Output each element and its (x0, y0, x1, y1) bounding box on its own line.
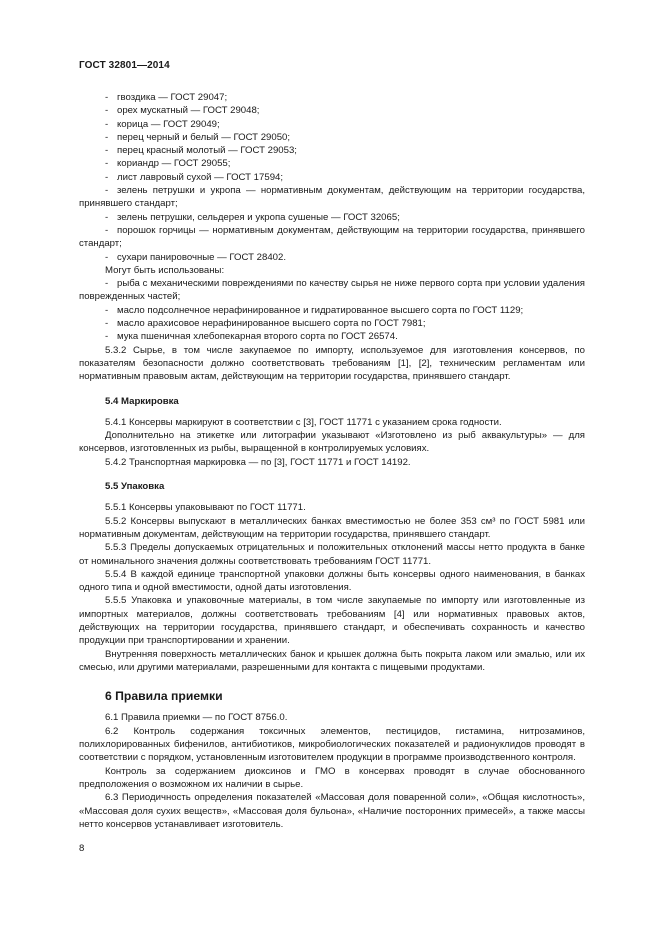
dash: - (105, 304, 109, 316)
dash: - (105, 224, 109, 236)
paragraph: 6.3 Периодичность определения показателей «Массовая доля поваренной соли», «Общая кислотность», «Массовая доля сухих веществ», «Массовая доля бульона», «Наличие посторонних примесей», а также массы нетто консервов устанавливает изготовитель. (79, 792, 585, 830)
dash: - (105, 171, 109, 183)
list-item-text: масло подсолнечное нерафинированное и гидратированное высшего сорта по ГОСТ 1129; (117, 304, 524, 316)
section-heading: 5.4 Маркировка (105, 395, 179, 407)
paragraph: Контроль за содержанием диоксинов и ГМО в консервах проводят в случае обоснованного предположения о возможном их наличии в сырье. (79, 765, 585, 790)
list-item (79, 277, 585, 304)
chapter-heading: 6 Правила приемки (105, 689, 223, 704)
paragraph: Дополнительно на этикетке или литографии указывают «Изготовлено из рыб аквакультуры» — для консервов, изготовленных из рыбы, выращенной в контролируемых условиях. (79, 430, 585, 455)
list-item-text: зелень петрушки, сельдерея и укропа сушеные — ГОСТ 32065; (117, 211, 400, 223)
list-item (79, 131, 585, 144)
list-item-text: порошок горчицы — нормативным документам, действующим на территории государства, принявшего стандарт; (79, 224, 585, 250)
dash: - (105, 278, 109, 290)
list-item (79, 330, 585, 343)
list-item-text: сухари панировочные — ГОСТ 28402. (117, 251, 286, 263)
list-item (79, 304, 585, 317)
list-item-text: рыба с механическими повреждениями по качеству сырья не ниже первого сорта при условии удаления поврежденных частей; (79, 278, 585, 303)
list-item (79, 317, 585, 330)
list-item-text: кориандр — ГОСТ 29055; (117, 158, 231, 170)
list-item-text: гвоздика — ГОСТ 29047; (117, 92, 228, 103)
paragraph: 5.4.1 Консервы маркируют в соответствии с [3], ГОСТ 11771 с указанием срока годности. (105, 416, 502, 428)
list-item-text: перец черный и белый — ГОСТ 29050; (117, 131, 291, 143)
paragraph: Внутренняя поверхность металлических банок и крышек должна быть покрыта лаком или эмалью, или их смесью, или другими материалами, разрешенными для контакта с пищевыми продуктами. (79, 648, 585, 673)
dash: - (105, 105, 109, 117)
list-item-text: лист лавровый сухой — ГОСТ 17594; (117, 171, 284, 183)
dash: - (105, 251, 109, 263)
paragraph: 5.5.1 Консервы упаковывают по ГОСТ 11771. (105, 502, 306, 514)
paragraph: 6.1 Правила приемки — по ГОСТ 8756.0. (105, 712, 288, 724)
paragraph: 5.4.2 Транспортная маркировка — по [3], ГОСТ 11771 и ГОСТ 14192. (105, 456, 411, 468)
list-item (79, 118, 585, 131)
list-item-text: корица — ГОСТ 29049; (117, 118, 220, 130)
paragraph: Могут быть использованы: (105, 264, 225, 276)
list-item (79, 157, 585, 170)
list-item-text: мука пшеничная хлебопекарная второго сорта по ГОСТ 26574. (117, 331, 398, 343)
list-item-text: перец красный молотый — ГОСТ 29053; (117, 145, 297, 157)
paragraph: 5.3.2 Сырье, в том числе закупаемое по импорту, используемое для изготовления консервов, по показателям безопасности должно соответствовать требованиям [1], [2], техническим регламентам или нормативным правовым актам, действующим на территории государства, принявшего стандарт. (79, 344, 585, 383)
main-text (79, 91, 585, 831)
dash: - (105, 331, 109, 343)
paragraph: 6.2 Контроль содержания токсичных элементов, пестицидов, гистамина, нитрозаминов, полихлорированных бифенилов, антибиотиков, микробиологических показателей и радионуклидов проводят в соответствии с порядком, установленным изготовителем продукции в программе производственного контроля. (79, 725, 585, 764)
list-item (79, 224, 585, 251)
list-item (79, 211, 585, 224)
list-item (79, 251, 585, 264)
dash: - (105, 92, 109, 103)
paragraph: 5.5.3 Пределы допускаемых отрицательных и положительных отклонений массы нетто продукта в банке от номинального значения должны соответствовать требованиям ГОСТ 11771. (79, 542, 585, 567)
dash: - (105, 118, 109, 130)
list-item-text: зелень петрушки и укропа — нормативным документам, действующим на территории государства, принявшего стандарт; (79, 185, 585, 210)
dash: - (105, 318, 109, 330)
dash: - (105, 145, 109, 157)
list-item (79, 171, 585, 184)
paragraph: 5.5.4 В каждой единице транспортной упаковки должны быть консервы одного наименования, в банках одного типа и одной вместимости, одной даты изготовления. (79, 568, 585, 594)
running-header: ГОСТ 32801—2014 (79, 60, 170, 71)
paragraph: 5.5.5 Упаковка и упаковочные материалы, в том числе закупаемые по импорту или изготовленные из импортных материалов, должны соответствовать требованиям [4] или нормативных правовых актов, действующих на территории государства, принявшего стандарт, и обеспечивать сохранность и качество продукции при транспортировании и хранении. (79, 595, 585, 647)
dash: - (105, 185, 109, 197)
list-item-text: орех мускатный — ГОСТ 29048; (117, 105, 260, 117)
list-item (79, 91, 585, 104)
page-number: 8 (79, 843, 85, 854)
paragraph: 5.5.2 Консервы выпускают в металлических банках вместимостью не более 353 см³ по ГОСТ 5981 или нормативным документам, действующим на территории государства, принявшего стандарт. (79, 515, 585, 540)
dash: - (105, 158, 109, 170)
list-item (79, 144, 585, 157)
section-heading: 5.5 Упаковка (105, 481, 165, 493)
dash: - (105, 131, 109, 143)
list-item-text: масло арахисовое нерафинированное высшего сорта по ГОСТ 7981; (117, 318, 426, 330)
dash: - (105, 211, 109, 223)
list-item (79, 184, 585, 211)
list-item (79, 104, 585, 117)
